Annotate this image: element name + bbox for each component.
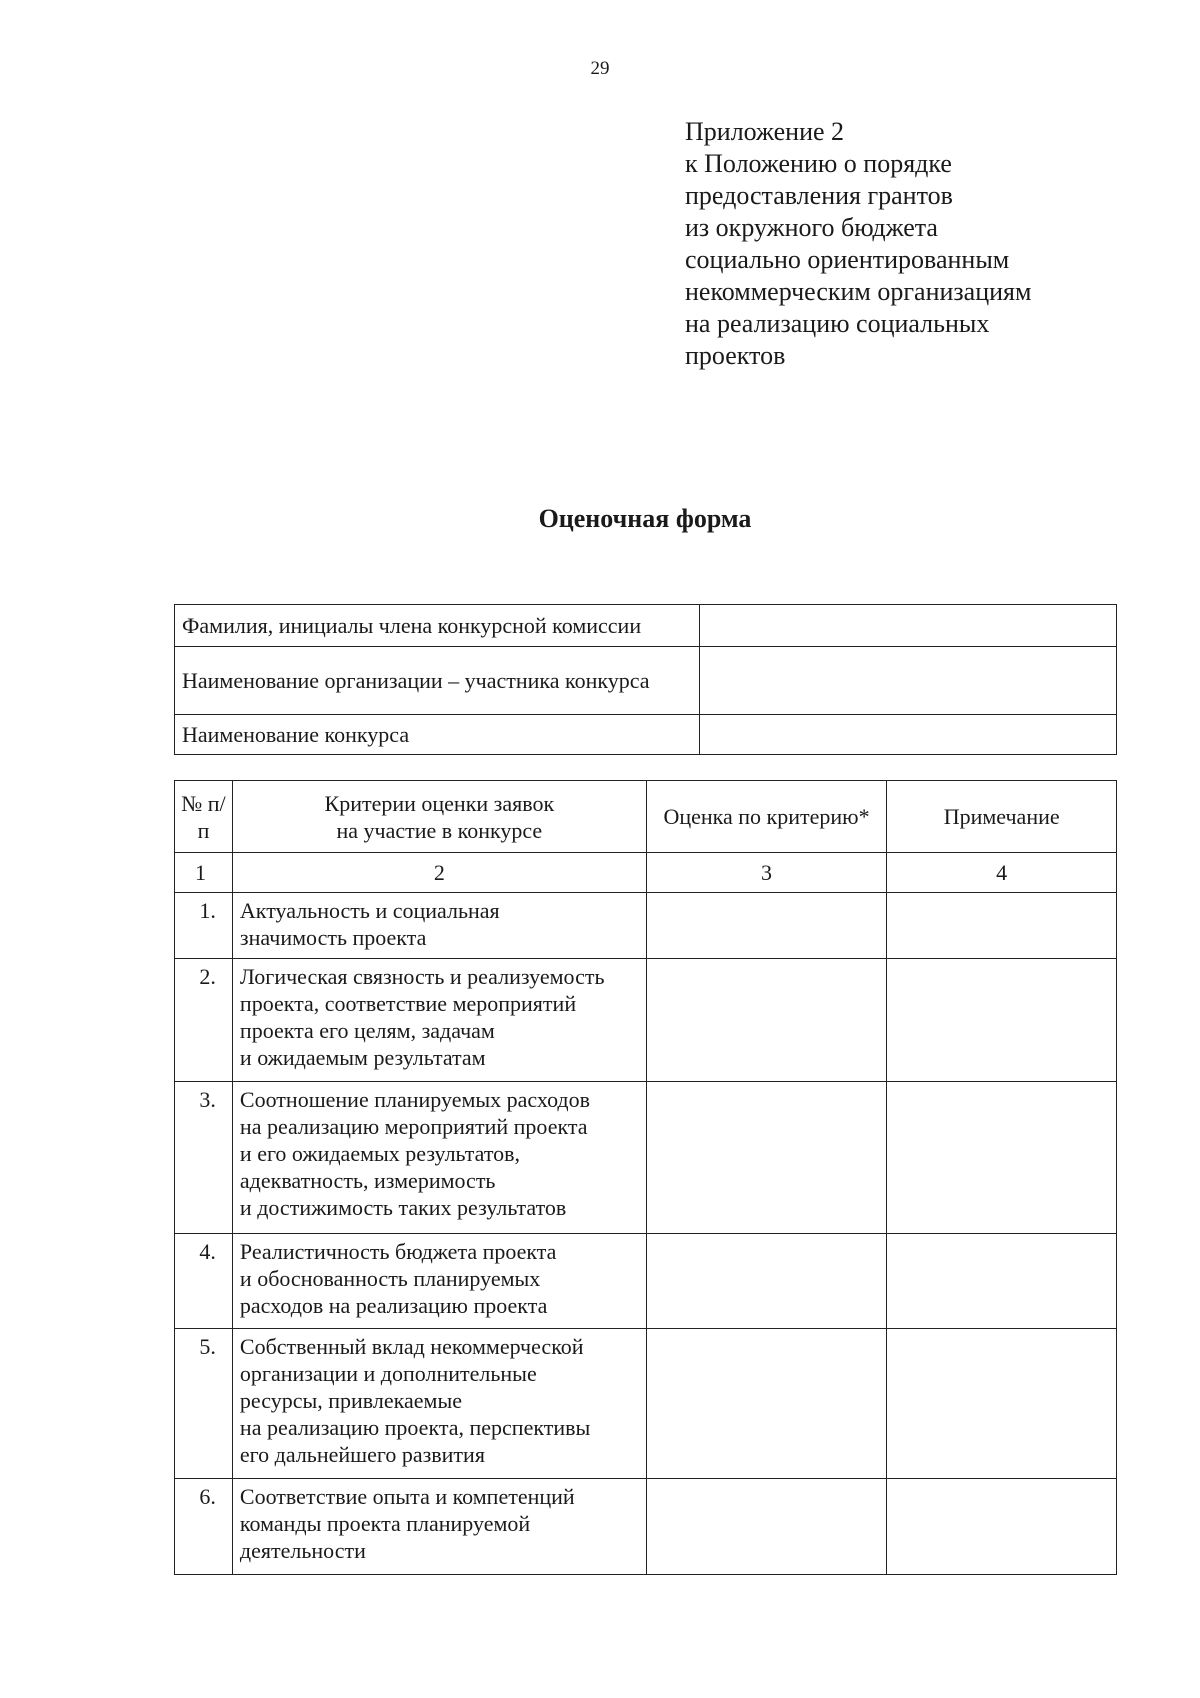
page-number: 29 <box>590 58 610 79</box>
criterion-line: Реалистичность бюджета проекта <box>239 1239 557 1264</box>
criterion-line: проекта его целям, задачам <box>239 1018 495 1043</box>
header-num: № п/п <box>175 781 233 853</box>
criterion-line: на реализацию мероприятий проекта <box>239 1114 588 1139</box>
score-cell[interactable] <box>646 1234 887 1329</box>
row-number: 4. <box>175 1234 233 1329</box>
row-number: 3. <box>175 1082 233 1234</box>
appendix-reference <box>685 116 1125 372</box>
criteria-row <box>175 1329 1117 1479</box>
form-title: Оценочная форма <box>538 504 752 533</box>
column-number-row <box>175 853 1117 893</box>
criterion-line: и обоснованность планируемых <box>239 1266 541 1291</box>
info-row-contest <box>175 715 1117 755</box>
note-cell[interactable] <box>887 1329 1117 1479</box>
criterion-line: и ожидаемым результатам <box>239 1045 486 1070</box>
header-score: Оценка по критерию* <box>646 781 887 853</box>
note-cell[interactable] <box>887 893 1117 959</box>
header-criteria-line: на участие в конкурсе <box>336 817 543 843</box>
column-number: 3 <box>646 853 887 893</box>
appendix-line: на реализацию социальных <box>685 309 990 338</box>
row-number: 5. <box>175 1329 233 1479</box>
row-number: 2. <box>175 959 233 1082</box>
info-row-evaluator <box>175 605 1117 647</box>
header-criteria-line: Критерии оценки заявок <box>324 790 555 816</box>
criterion-text <box>232 893 646 959</box>
criterion-line: ресурсы, привлекаемые <box>239 1388 462 1413</box>
criteria-row <box>175 959 1117 1082</box>
header-note: Примечание <box>887 781 1117 853</box>
note-cell[interactable] <box>887 959 1117 1082</box>
criterion-line: Собственный вклад некоммерческой <box>239 1334 584 1359</box>
criterion-text <box>232 1234 646 1329</box>
note-cell[interactable] <box>887 1234 1117 1329</box>
criterion-line: и его ожидаемых результатов, <box>239 1141 521 1166</box>
criterion-text <box>232 1479 646 1575</box>
criteria-row <box>175 1234 1117 1329</box>
appendix-line: Приложение 2 <box>685 117 845 146</box>
appendix-line: некоммерческим организациям <box>685 277 1032 306</box>
info-row-organization <box>175 647 1117 715</box>
criterion-text <box>232 1082 646 1234</box>
score-cell[interactable] <box>646 1329 887 1479</box>
info-label: Фамилия, инициалы члена конкурсной комиссии <box>175 605 700 647</box>
criterion-line: адекватность, измеримость <box>239 1168 496 1193</box>
criteria-row <box>175 893 1117 959</box>
criterion-line: проекта, соответствие мероприятий <box>239 991 577 1016</box>
criterion-line: Логическая связность и реализуемость <box>239 964 605 989</box>
criterion-line: и достижимость таких результатов <box>239 1195 567 1220</box>
appendix-line: предоставления грантов <box>685 181 953 210</box>
score-cell[interactable] <box>646 1479 887 1575</box>
header-criteria <box>232 781 646 853</box>
criterion-line: значимость проекта <box>239 925 427 950</box>
column-number: 2 <box>232 853 646 893</box>
appendix-line: из окружного бюджета <box>685 213 938 242</box>
criteria-row <box>175 1082 1117 1234</box>
criterion-line: организации и дополнительные <box>239 1361 537 1386</box>
note-cell[interactable] <box>887 1082 1117 1234</box>
info-value-field[interactable] <box>700 647 1117 715</box>
criterion-line: Актуальность и социальная <box>239 898 500 923</box>
appendix-line: к Положению о порядке <box>685 149 952 178</box>
info-value-field[interactable] <box>700 715 1117 755</box>
criterion-line: его дальнейшего развития <box>239 1442 485 1467</box>
score-cell[interactable] <box>646 1082 887 1234</box>
row-number: 1. <box>175 893 233 959</box>
appendix-line: социально ориентированным <box>685 245 1010 274</box>
criterion-text <box>232 1329 646 1479</box>
criterion-line: Соотношение планируемых расходов <box>239 1087 591 1112</box>
evaluator-info-table <box>174 604 1117 755</box>
criteria-table <box>174 780 1117 1575</box>
note-cell[interactable] <box>887 1479 1117 1575</box>
column-number: 4 <box>887 853 1117 893</box>
criterion-line: расходов на реализацию проекта <box>239 1293 548 1318</box>
appendix-line: проектов <box>685 341 786 370</box>
score-cell[interactable] <box>646 959 887 1082</box>
criteria-header-row <box>175 781 1117 853</box>
criterion-line: деятельности <box>239 1538 366 1563</box>
info-value-field[interactable] <box>700 605 1117 647</box>
score-cell[interactable] <box>646 893 887 959</box>
criterion-text <box>232 959 646 1082</box>
criterion-line: на реализацию проекта, перспективы <box>239 1415 591 1440</box>
column-number: 1 <box>175 853 233 893</box>
criteria-row <box>175 1479 1117 1575</box>
info-label: Наименование конкурса <box>175 715 700 755</box>
criterion-line: команды проекта планируемой <box>239 1511 531 1536</box>
info-label: Наименование организации – участника конкурса <box>175 647 700 715</box>
criterion-line: Соответствие опыта и компетенций <box>239 1484 575 1509</box>
row-number: 6. <box>175 1479 233 1575</box>
